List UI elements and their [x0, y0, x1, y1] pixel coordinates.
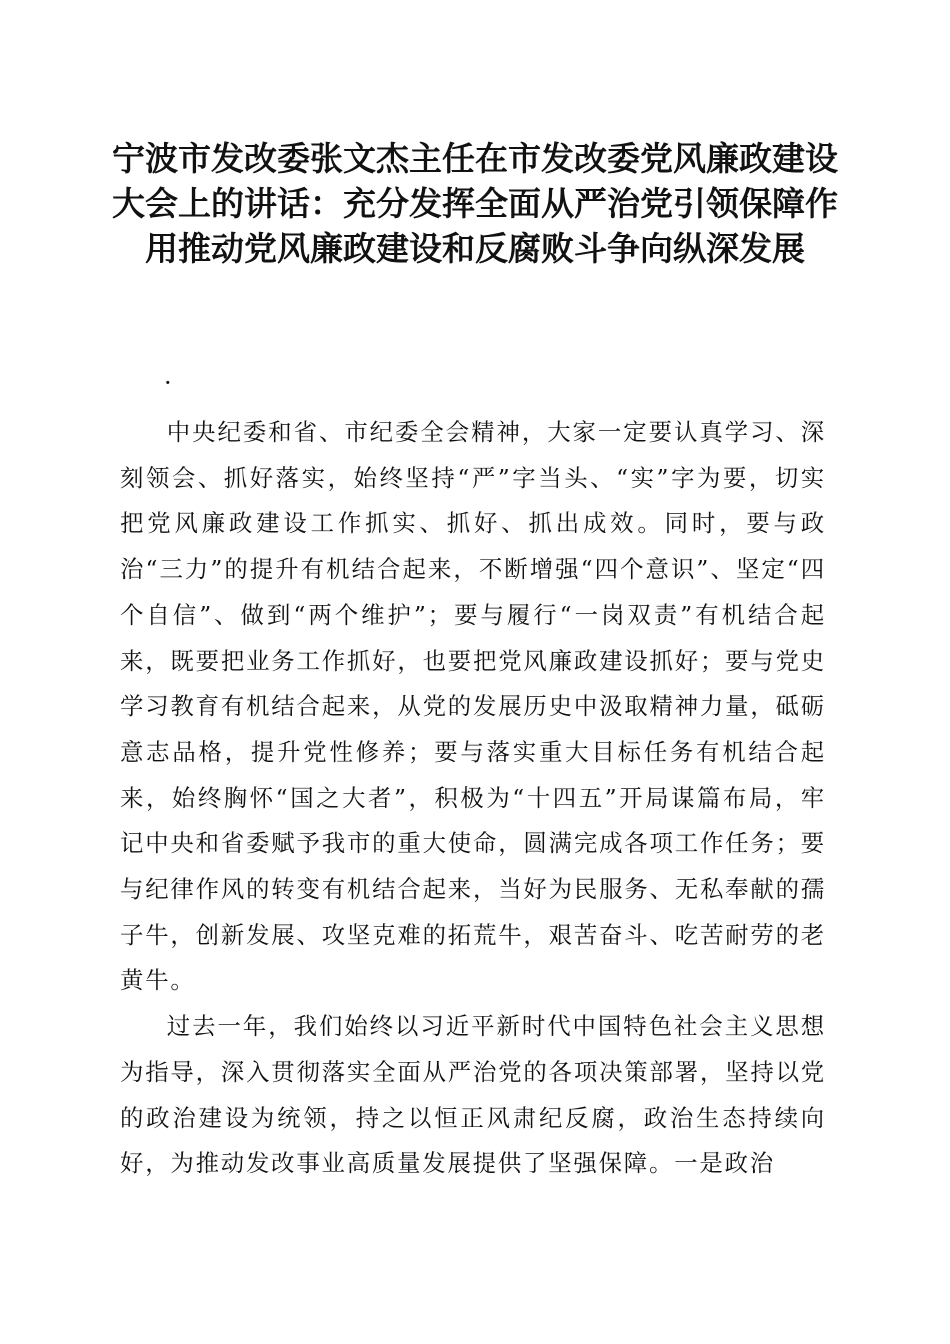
document-body	[120, 410, 826, 1187]
paragraph-2: 过去一年，我们始终以习近平新时代中国特色社会主义思想为指导，深入贯彻落实全面从严治党的各项决策部署，坚持以党的政治建设为统领，持之以恒正风肃纪反腐，政治生态持续向好，为推动发改事业高质量发展提供了坚强保障。一是政治	[120, 1012, 826, 1178]
document-title: 宁波市发改委张文杰主任在市发改委党风廉政建设大会上的讲话：充分发挥全面从严治党引领保障作用推动党风廉政建设和反腐败斗争向纵深发展	[112, 139, 838, 268]
bullet-mark: ·	[164, 369, 172, 397]
paragraph-1: 中央纪委和省、市纪委全会精神，大家一定要认真学习、深刻领会、抓好落实，始终坚持“严”字当头、“实”字为要，切实把党风廉政建设工作抓实、抓好、抓出成效。同时，要与政治“三力”的提升有机结合起来，不断增强“四个意识”、坚定“四个自信”、做到“两个维护”；要与履行“一岗双责”有机结合起来，既要把业务工作抓好，也要把党风廉政建设抓好；要与党史学习教育有机结合起来，从党的发展历史中汲取精神力量，砥砺意志品格，提升党性修养；要与落实重大目标任务有机结合起来，始终胸怀“国之大者”，积极为“十四五”开局谋篇布局，牢记中央和省委赋予我市的重大使命，圆满完成各项工作任务；要与纪律作风的转变有机结合起来，当好为民服务、无私奉献的孺子牛，创新发展、攻坚克难的拓荒牛，艰苦奋斗、吃苦耐劳的老黄牛。	[120, 418, 826, 995]
